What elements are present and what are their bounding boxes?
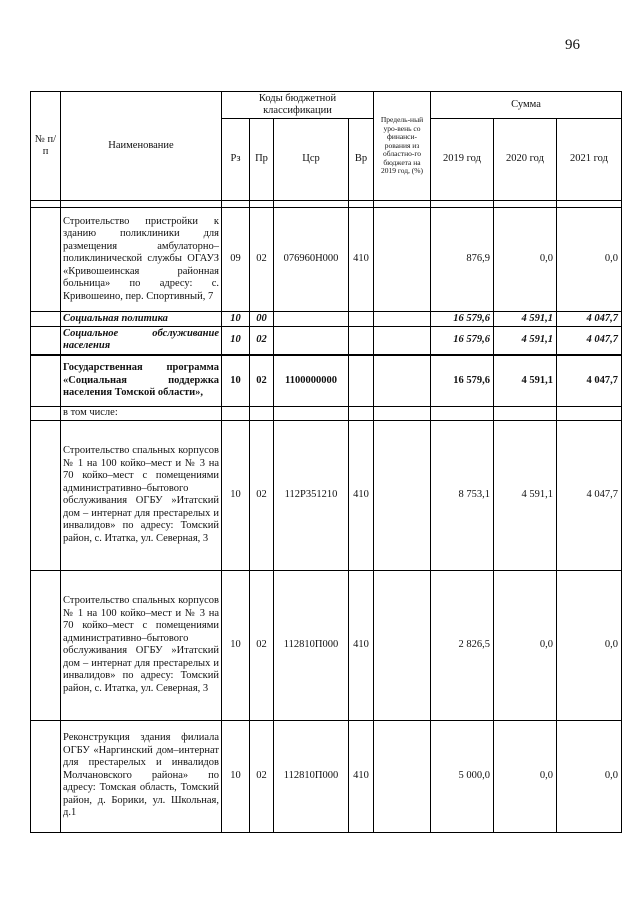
row-vr (349, 312, 374, 327)
header-limit: Предель-ный уро-вень со финанси-рования из областно-го бюджета на 2019 год, (%) (374, 92, 431, 201)
header-pr: Пр (250, 119, 274, 201)
header-no: № п/п (31, 92, 61, 201)
row-limit (374, 327, 431, 355)
row-pr: 02 (250, 327, 274, 355)
row-name: Строительство спальных корпусов № 1 на 100 койко–мест и № 3 на 70 койко–мест с помещениями административно–бытового обслуживания ОГБУ »Итатский дом – интернат для престарелых и инвалидов» по адресу: Томский район, с. Итатка, ул. Северная, 3 (61, 420, 222, 570)
table-row (31, 355, 622, 407)
row-sum-2019: 5 000,0 (431, 720, 494, 832)
row-sum-2021: 4 047,7 (557, 312, 622, 327)
row-sum-2019: 2 826,5 (431, 570, 494, 720)
table-row (31, 570, 622, 720)
row-csr: 076960Н000 (274, 208, 349, 312)
row-number-cell (31, 208, 61, 312)
row-limit (374, 720, 431, 832)
row-sum-2019: 16 579,6 (431, 327, 494, 355)
row-name: Реконструкция здания филиала ОГБУ «Наргинский дом–интернат для престарелых и инвалидов Молчановского района» по адресу: Томская область, Томский район, д. Борики, ул. Школьная, д.1 (61, 720, 222, 832)
row-rz: 10 (222, 312, 250, 327)
header-codes: Коды бюджетной классификации (222, 92, 374, 119)
row-number-cell (31, 720, 61, 832)
row-rz: 10 (222, 327, 250, 355)
row-sum-2020: 4 591,1 (494, 312, 557, 327)
row-sum-2020: 0,0 (494, 208, 557, 312)
header-name: Наименование (61, 92, 222, 201)
row-vr (349, 327, 374, 355)
row-sum-2021: 4 047,7 (557, 327, 622, 355)
header-rz: Рз (222, 119, 250, 201)
table-row (31, 312, 622, 327)
row-sum-2020: 4 591,1 (494, 327, 557, 355)
header-2021: 2021 год (557, 119, 622, 201)
row-csr: 112810П000 (274, 720, 349, 832)
row-sum-2021: 4 047,7 (557, 420, 622, 570)
row-pr: 00 (250, 312, 274, 327)
row-sum-2021: 0,0 (557, 720, 622, 832)
row-rz: 10 (222, 420, 250, 570)
header-row-1 (31, 92, 622, 119)
page-number: 96 (565, 37, 580, 53)
table-row (31, 420, 622, 570)
row-rz: 09 (222, 208, 250, 312)
row-sum-2019: 16 579,6 (431, 312, 494, 327)
row-vr: 410 (349, 570, 374, 720)
row-name: Социальное обслуживание населения (61, 327, 222, 355)
row-rz: 10 (222, 570, 250, 720)
row-limit (374, 420, 431, 570)
header-csr: Цср (274, 119, 349, 201)
row-name: Социальная политика (61, 312, 222, 327)
row-sum-2020: 4 591,1 (494, 420, 557, 570)
row-sum-2019: 8 753,1 (431, 420, 494, 570)
row-csr (274, 327, 349, 355)
row-number-cell (31, 420, 61, 570)
row-limit (374, 355, 431, 407)
row-number-cell (31, 312, 61, 327)
row-csr: 112810П000 (274, 570, 349, 720)
row-sum-2021: 0,0 (557, 570, 622, 720)
row-number-cell (31, 327, 61, 355)
row-limit (374, 208, 431, 312)
table-row (31, 720, 622, 832)
row-csr: 1100000000 (274, 355, 349, 407)
row-sum-2019: 16 579,6 (431, 355, 494, 407)
row-sum-2021: 0,0 (557, 208, 622, 312)
row-pr: 02 (250, 355, 274, 407)
row-pr: 02 (250, 420, 274, 570)
row-number-cell (31, 570, 61, 720)
row-rz: 10 (222, 355, 250, 407)
row-number-cell (31, 355, 61, 407)
row-csr: 112Р351210 (274, 420, 349, 570)
row-sum-2020: 4 591,1 (494, 355, 557, 407)
row-name: Строительство пристройки к зданию поликлиники для размещения амбулаторно–поликлинической службы ОГАУЗ «Кривошеинская районная больница» по адресу: с. Кривошеино, пер. Спортивный, 7 (61, 208, 222, 312)
row-number-cell (31, 407, 61, 421)
budget-table (30, 91, 622, 833)
row-name: Строительство спальных корпусов № 1 на 100 койко–мест и № 3 на 70 койко–мест с помещениями административно–бытового обслуживания ОГБУ »Итатский дом – интернат для престарелых и инвалидов» по адресу: Томский район, с. Итатка, ул. Северная, 3 (61, 570, 222, 720)
row-pr: 02 (250, 720, 274, 832)
table-row (31, 327, 622, 355)
header-2019: 2019 год (431, 119, 494, 201)
row-vr: 410 (349, 720, 374, 832)
row-pr: 02 (250, 208, 274, 312)
row-sum-2020: 0,0 (494, 570, 557, 720)
row-pr: 02 (250, 570, 274, 720)
header-sum: Сумма (431, 92, 622, 119)
row-vr: 410 (349, 420, 374, 570)
header-vr: Вр (349, 119, 374, 201)
row-vr: 410 (349, 208, 374, 312)
row-limit (374, 570, 431, 720)
row-sum-2019: 876,9 (431, 208, 494, 312)
row-limit (374, 312, 431, 327)
row-rz: 10 (222, 720, 250, 832)
row-csr (274, 312, 349, 327)
row-sum-2020: 0,0 (494, 720, 557, 832)
header-spacer-row (31, 201, 622, 208)
row-name: в том числе: (61, 407, 222, 421)
header-2020: 2020 год (494, 119, 557, 201)
row-sum-2021: 4 047,7 (557, 355, 622, 407)
row-name: Государственная программа «Социальная поддержка населения Томской области», (61, 355, 222, 407)
row-vr (349, 355, 374, 407)
table-row (31, 407, 622, 421)
table-row (31, 208, 622, 312)
